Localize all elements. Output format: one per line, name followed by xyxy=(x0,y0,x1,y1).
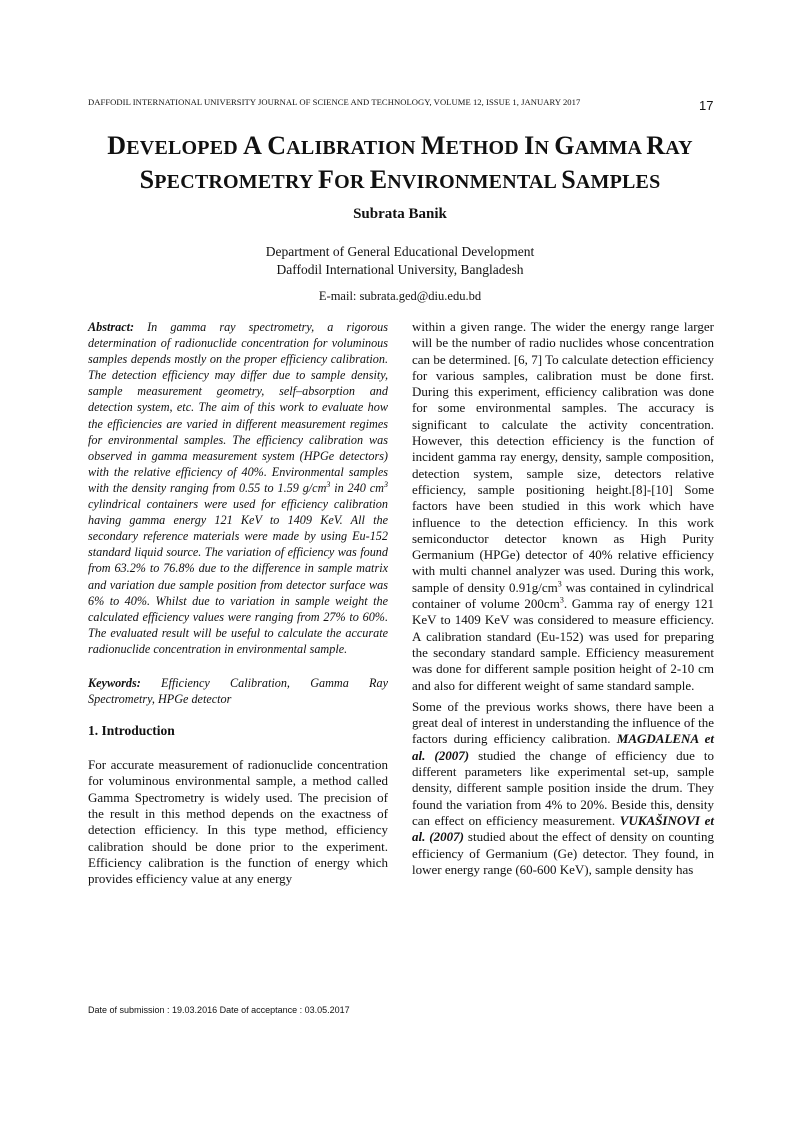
title-word: AY xyxy=(665,137,693,159)
abstract-label: Abstract: xyxy=(88,320,135,334)
right-column xyxy=(412,319,714,878)
title-initial: D xyxy=(107,131,127,160)
body-paragraph xyxy=(412,699,714,878)
keywords-label: Keywords: xyxy=(88,675,141,690)
body-text: studied the change of efficiency due to different parameters like experimental set-up, sample density, different sample position inside the drum. They found the variation from 4% to 20%. Beside this, density can effect on efficiency measurement. xyxy=(412,747,714,828)
abstract xyxy=(88,319,388,657)
title-word: EVELOPED xyxy=(126,137,238,159)
abstract-text: cylindrical containers were used for efficiency calibration having gamma energy 121 KeV to 1409 KeV. All the secondary reference materials were made by using Eu-152 standard liquid source. The variation of efficiency was found from 63.2% to 76.8% due to the difference in sample matrix and variation due sample position from detector surface was 6% to 40%. Whilst due to variation in sample weight the calculated efficiency values were ranging from 27% to 60%. The evaluated result will be useful to calculate the accurate radionuclide concentration in environmental sample. xyxy=(88,497,388,656)
title-word: OR xyxy=(334,171,365,193)
author-email[interactable]: E-mail: subrata.ged@diu.edu.bd xyxy=(318,289,482,303)
journal-header: DAFFODIL INTERNATIONAL UNIVERSITY JOURNAL OF SCIENCE AND TECHNOLOGY, VOLUME 12, ISSUE 1, JANUARY 2017 xyxy=(88,97,581,107)
page-number: 17 xyxy=(699,98,714,113)
title-initial: F xyxy=(318,165,335,194)
title-word: N xyxy=(534,137,550,159)
section-heading-introduction: 1. Introduction xyxy=(88,723,175,739)
left-column xyxy=(88,319,388,888)
title-word: PECTROMETRY xyxy=(154,171,313,193)
body-text: studied about the effect of density on counting efficiency of Germanium (Ge) detector. They found, in lower energy range (60-600 KeV), sample density has xyxy=(412,829,714,877)
title-word: AMMA xyxy=(574,137,642,159)
superscript: 3 xyxy=(559,595,564,605)
introduction-paragraph: For accurate measurement of radionuclide concentration for voluminous environmental sample, a method called Gamma Spectrometry is widely used. The precision of the result in this method depends on the exactness of detection efficiency. In this type method, efficiency calibration should be done prior to the experiment. Efficiency calibration is the function of energy which provides efficiency value at any energy xyxy=(88,757,388,887)
citation: MAGDALENA et al. (2007) xyxy=(412,731,715,763)
body-paragraph xyxy=(412,319,714,694)
paper-title xyxy=(60,130,740,198)
citation: VUKAŠINOVI et al. (2007) xyxy=(412,812,714,845)
body-text: Some of the previous works shows, there have been a great deal of interest in understanding the influence of the factors during efficiency calibration. xyxy=(412,698,714,747)
keywords-text: Efficiency Calibration, Gamma Ray Spectrometry, HPGe detector xyxy=(88,675,388,707)
body-text: was contained in cylindrical container of volume 200cm xyxy=(412,579,714,612)
title-word: ETHOD xyxy=(445,137,519,159)
keywords xyxy=(88,675,388,707)
title-line-1 xyxy=(60,130,740,164)
title-word: AMPLES xyxy=(575,171,661,193)
abstract-text: in 240 cm xyxy=(330,480,384,495)
affiliation-university: Daffodil International University, Bangladesh xyxy=(276,262,524,277)
title-initial: C xyxy=(267,131,287,160)
title-initial: S xyxy=(139,165,155,194)
title-initial: R xyxy=(646,131,666,160)
title-initial: I xyxy=(524,131,535,160)
title-line-2 xyxy=(60,164,740,198)
superscript: 3 xyxy=(383,479,388,489)
submission-dates-footnote: Date of submission : 19.03.2016 Date of acceptance : 03.05.2017 xyxy=(88,1005,350,1015)
superscript: 3 xyxy=(326,479,331,489)
title-initial: M xyxy=(420,131,446,160)
author-name: Subrata Banik xyxy=(353,206,447,222)
body-text: . Gamma ray of energy 121 KeV to 1409 KeV was considered to measure efficiency. A calibration standard (Eu-152) was used for preparing the secondary standard sample. Efficiency measurement was done for different sample position height of 2-10 cm and also for different weight of same standard sample. xyxy=(412,596,714,693)
body-text: within a given range. The wider the energy range larger will be the number of radio nuclides whose concentration can be determined. [6, 7] To calculate detection efficiency for various samples, calibration must be done first. During this experiment, efficiency calibration was done for some environmental samples. The accuracy is significant to calculate the activity concentration. However, this detection efficiency is the function of incident gamma ray energy, density, sample composition, detection system, sample size, detectors relative efficiency, sample positioning height.[8]-[10] Some factors have been studied in this work which have influence to the detection efficiency. In this work semiconductor detector known as High Purity Germanium (HPGe) detector of 40% relative efficiency with multi channel analyzer was used. During this work, sample of density 0.91g/cm xyxy=(412,319,714,595)
affiliation xyxy=(0,243,800,279)
title-initial: G xyxy=(554,131,575,160)
title-word: NVIRONMENTAL xyxy=(387,171,556,193)
affiliation-department: Department of General Educational Development xyxy=(265,244,535,259)
title-word: ALIBRATION xyxy=(286,137,416,159)
title-initial: E xyxy=(369,165,388,194)
abstract-text: In gamma ray spectrometry, a rigorous determination of radionuclide concentration for voluminous samples depends mostly on the proper efficiency calibration. The detection efficiency may differ due to sample density, sample measurement geometry, self–absorption and detection system, etc. The aim of this work to evaluate how the efficiencies are varied in different measurement regimes for environmental samples. The efficiency calibration was observed in gamma measurement system (HPGe detectors) with the relative efficiency of 40%. Environmental samples with the density ranging from 0.55 to 1.59 g/cm xyxy=(88,320,388,495)
title-initial: S xyxy=(561,165,576,194)
title-initial: A xyxy=(243,131,263,160)
superscript: 3 xyxy=(557,579,562,589)
